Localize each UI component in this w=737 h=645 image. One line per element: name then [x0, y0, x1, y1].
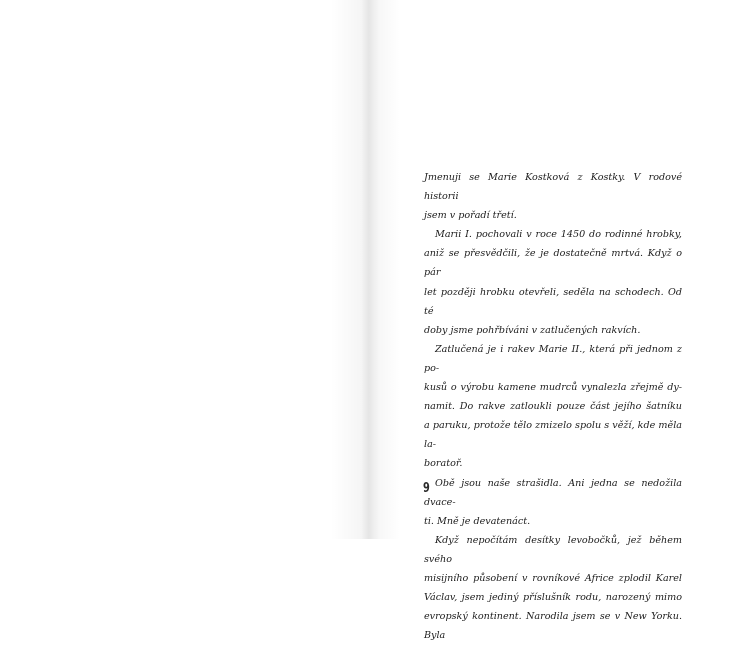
text-line: ti. Mně je devatenáct.	[424, 515, 531, 527]
text-line: kusů o výrobu kamene mudrců vynalezla zřejmě dy-	[424, 382, 682, 394]
body-text	[424, 168, 682, 645]
text-line: Zatlučená je i rakev Marie II., která při jednom z po-	[424, 343, 682, 374]
text-line: let později hrobku otevřeli, seděla na schodech. Od té	[424, 286, 682, 317]
page-number: 9	[423, 481, 430, 496]
text-line: Marii I. pochovali v roce 1450 do rodinné hrobky,	[435, 229, 682, 241]
text-line: evropský kontinent. Narodila jsem se v New Yorku. Byla	[424, 611, 682, 642]
text-line: Obě jsou naše strašidla. Ani jedna se nedožila dvace-	[424, 477, 682, 508]
text-line: namit. Do rakve zatloukli pouze část jejího šatníku	[424, 401, 682, 413]
text-line: a paruku, protože tělo zmizelo spolu s věží, kde měla la-	[424, 420, 682, 451]
text-line: Václav, jsem jediný příslušník rodu, narozený mimo	[424, 592, 682, 604]
text-line: Když nepočítám desítky levobočků, jež během svého	[424, 534, 682, 565]
text-line: Jmenuji se Marie Kostková z Kostky. V rodové historii	[424, 172, 682, 203]
left-page-blank	[0, 0, 368, 539]
text-line: jsem v pořadí třetí.	[424, 210, 517, 222]
text-line: aniž se přesvědčili, že je dostatečně mrtvá. Když o pár	[424, 248, 682, 279]
text-line: boratoř.	[424, 458, 463, 470]
text-line: doby jsme pohřbíváni v zatlučených rakvích.	[424, 324, 641, 336]
text-line: misijního působení v rovníkové Africe zplodil Karel	[424, 572, 682, 584]
